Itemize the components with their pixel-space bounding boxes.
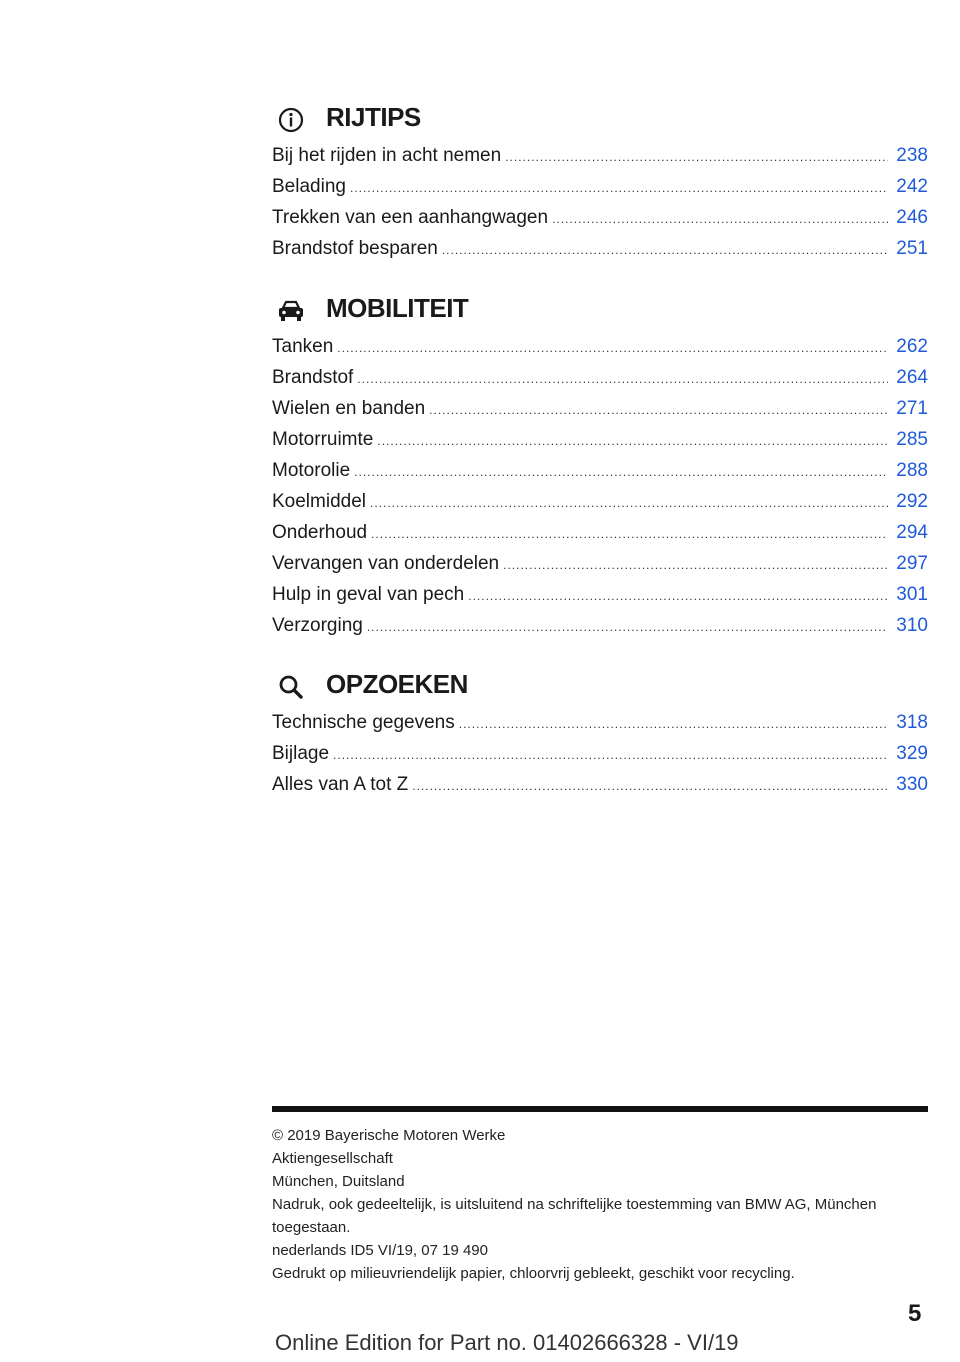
toc-entry[interactable] <box>272 424 928 455</box>
toc-entry-label: Motorolie <box>272 460 351 481</box>
toc-page-link[interactable]: 238 <box>896 145 928 166</box>
toc-entry-label: Wielen en banden <box>272 398 426 419</box>
toc-entry[interactable] <box>272 171 928 202</box>
dot-leader <box>412 771 888 802</box>
dot-leader <box>371 519 888 550</box>
imprint-line: Gedrukt op milieuvriendelijk papier, chloorvrij gebleekt, geschikt voor recycling. <box>272 1265 795 1282</box>
toc-entry-label: Motorruimte <box>272 429 374 450</box>
dot-leader <box>354 457 888 488</box>
imprint-line: toegestaan. <box>272 1219 351 1236</box>
dot-leader <box>442 235 888 266</box>
dot-leader <box>367 612 888 643</box>
toc-page-link[interactable]: 330 <box>896 774 928 795</box>
toc-entry[interactable] <box>272 331 928 362</box>
toc-entry-label: Belading <box>272 176 346 197</box>
toc-page-link[interactable]: 310 <box>896 615 928 636</box>
toc-page-link[interactable]: 242 <box>896 176 928 197</box>
toc-page-link[interactable]: 246 <box>896 207 928 228</box>
toc-entry-label: Brandstof <box>272 367 354 388</box>
section-header <box>272 291 928 331</box>
section-title: OPZOEKEN <box>326 669 468 699</box>
toc-entry[interactable] <box>272 769 928 800</box>
dot-leader <box>468 581 888 612</box>
toc-page-link[interactable]: 262 <box>896 336 928 357</box>
toc-entry[interactable] <box>272 707 928 738</box>
toc-page-link[interactable]: 285 <box>896 429 928 450</box>
toc-entry[interactable] <box>272 140 928 171</box>
footer-divider <box>272 1106 928 1112</box>
toc-entry-label: Bijlage <box>272 743 330 764</box>
toc-entry-label: Alles van A tot Z <box>272 774 409 795</box>
dot-leader <box>333 740 888 771</box>
toc-entry-label: Technische gegevens <box>272 712 455 733</box>
imprint-line: nederlands ID5 VI/19, 07 19 490 <box>272 1242 488 1259</box>
toc-entry-label: Koelmiddel <box>272 491 366 512</box>
imprint-line: München, Duitsland <box>272 1173 405 1190</box>
toc-page-link[interactable]: 294 <box>896 522 928 543</box>
toc-entry-label: Tanken <box>272 336 334 357</box>
info-icon <box>276 106 306 134</box>
toc-entry[interactable] <box>272 455 928 486</box>
dot-leader <box>429 395 888 426</box>
toc-list <box>272 331 928 641</box>
toc-page-link[interactable]: 318 <box>896 712 928 733</box>
dot-leader <box>552 204 888 235</box>
imprint-line: Nadruk, ook gedeeltelijk, is uitsluitend na schriftelijke toestemming van BMW AG, München <box>272 1196 877 1213</box>
search-icon <box>276 673 306 701</box>
toc-entry[interactable] <box>272 393 928 424</box>
page-number: 5 <box>908 1300 922 1327</box>
section-header <box>272 667 928 707</box>
toc-page-link[interactable]: 271 <box>896 398 928 419</box>
toc-entry[interactable] <box>272 202 928 233</box>
imprint <box>272 1124 928 1285</box>
dot-leader <box>377 426 888 457</box>
toc-entry[interactable] <box>272 517 928 548</box>
toc-list <box>272 707 928 800</box>
toc-entry-label: Verzorging <box>272 615 363 636</box>
dot-leader <box>370 488 888 519</box>
toc-entry[interactable] <box>272 362 928 393</box>
car-icon <box>276 297 306 325</box>
section-opzoeken <box>272 667 928 800</box>
toc-entry[interactable] <box>272 548 928 579</box>
toc-entry[interactable] <box>272 610 928 641</box>
toc-page-link[interactable]: 288 <box>896 460 928 481</box>
toc-entry[interactable] <box>272 738 928 769</box>
toc-entry-label: Onderhoud <box>272 522 368 543</box>
toc-page-link[interactable]: 297 <box>896 553 928 574</box>
dot-leader <box>459 709 889 740</box>
imprint-line: © 2019 Bayerische Motoren Werke <box>272 1127 506 1144</box>
dot-leader <box>357 364 888 395</box>
section-rijtips <box>272 100 928 264</box>
section-header <box>272 100 928 140</box>
section-title: RIJTIPS <box>326 102 421 132</box>
toc-entry[interactable] <box>272 579 928 610</box>
toc-entry-label: Brandstof besparen <box>272 238 438 259</box>
toc-page-link[interactable]: 292 <box>896 491 928 512</box>
dot-leader <box>350 173 888 204</box>
dot-leader <box>337 333 888 364</box>
toc-entry-label: Trekken van een aanhangwagen <box>272 207 549 228</box>
toc-entry[interactable] <box>272 486 928 517</box>
toc-list <box>272 140 928 264</box>
toc-entry-label: Vervangen van onderdelen <box>272 553 500 574</box>
dot-leader <box>505 142 888 173</box>
toc-entry-label: Hulp in geval van pech <box>272 584 465 605</box>
section-title: MOBILITEIT <box>326 293 469 323</box>
toc-page-link[interactable]: 264 <box>896 367 928 388</box>
toc-page-link[interactable]: 251 <box>896 238 928 259</box>
toc-entry[interactable] <box>272 233 928 264</box>
toc-entry-label: Bij het rijden in acht nemen <box>272 145 502 166</box>
dot-leader <box>503 550 888 581</box>
edition-watermark: Online Edition for Part no. 01402666328 - VI/19 <box>275 1330 739 1355</box>
section-mobiliteit <box>272 291 928 641</box>
toc-page-link[interactable]: 329 <box>896 743 928 764</box>
imprint-line: Aktiengesellschaft <box>272 1150 393 1167</box>
toc-page-link[interactable]: 301 <box>896 584 928 605</box>
